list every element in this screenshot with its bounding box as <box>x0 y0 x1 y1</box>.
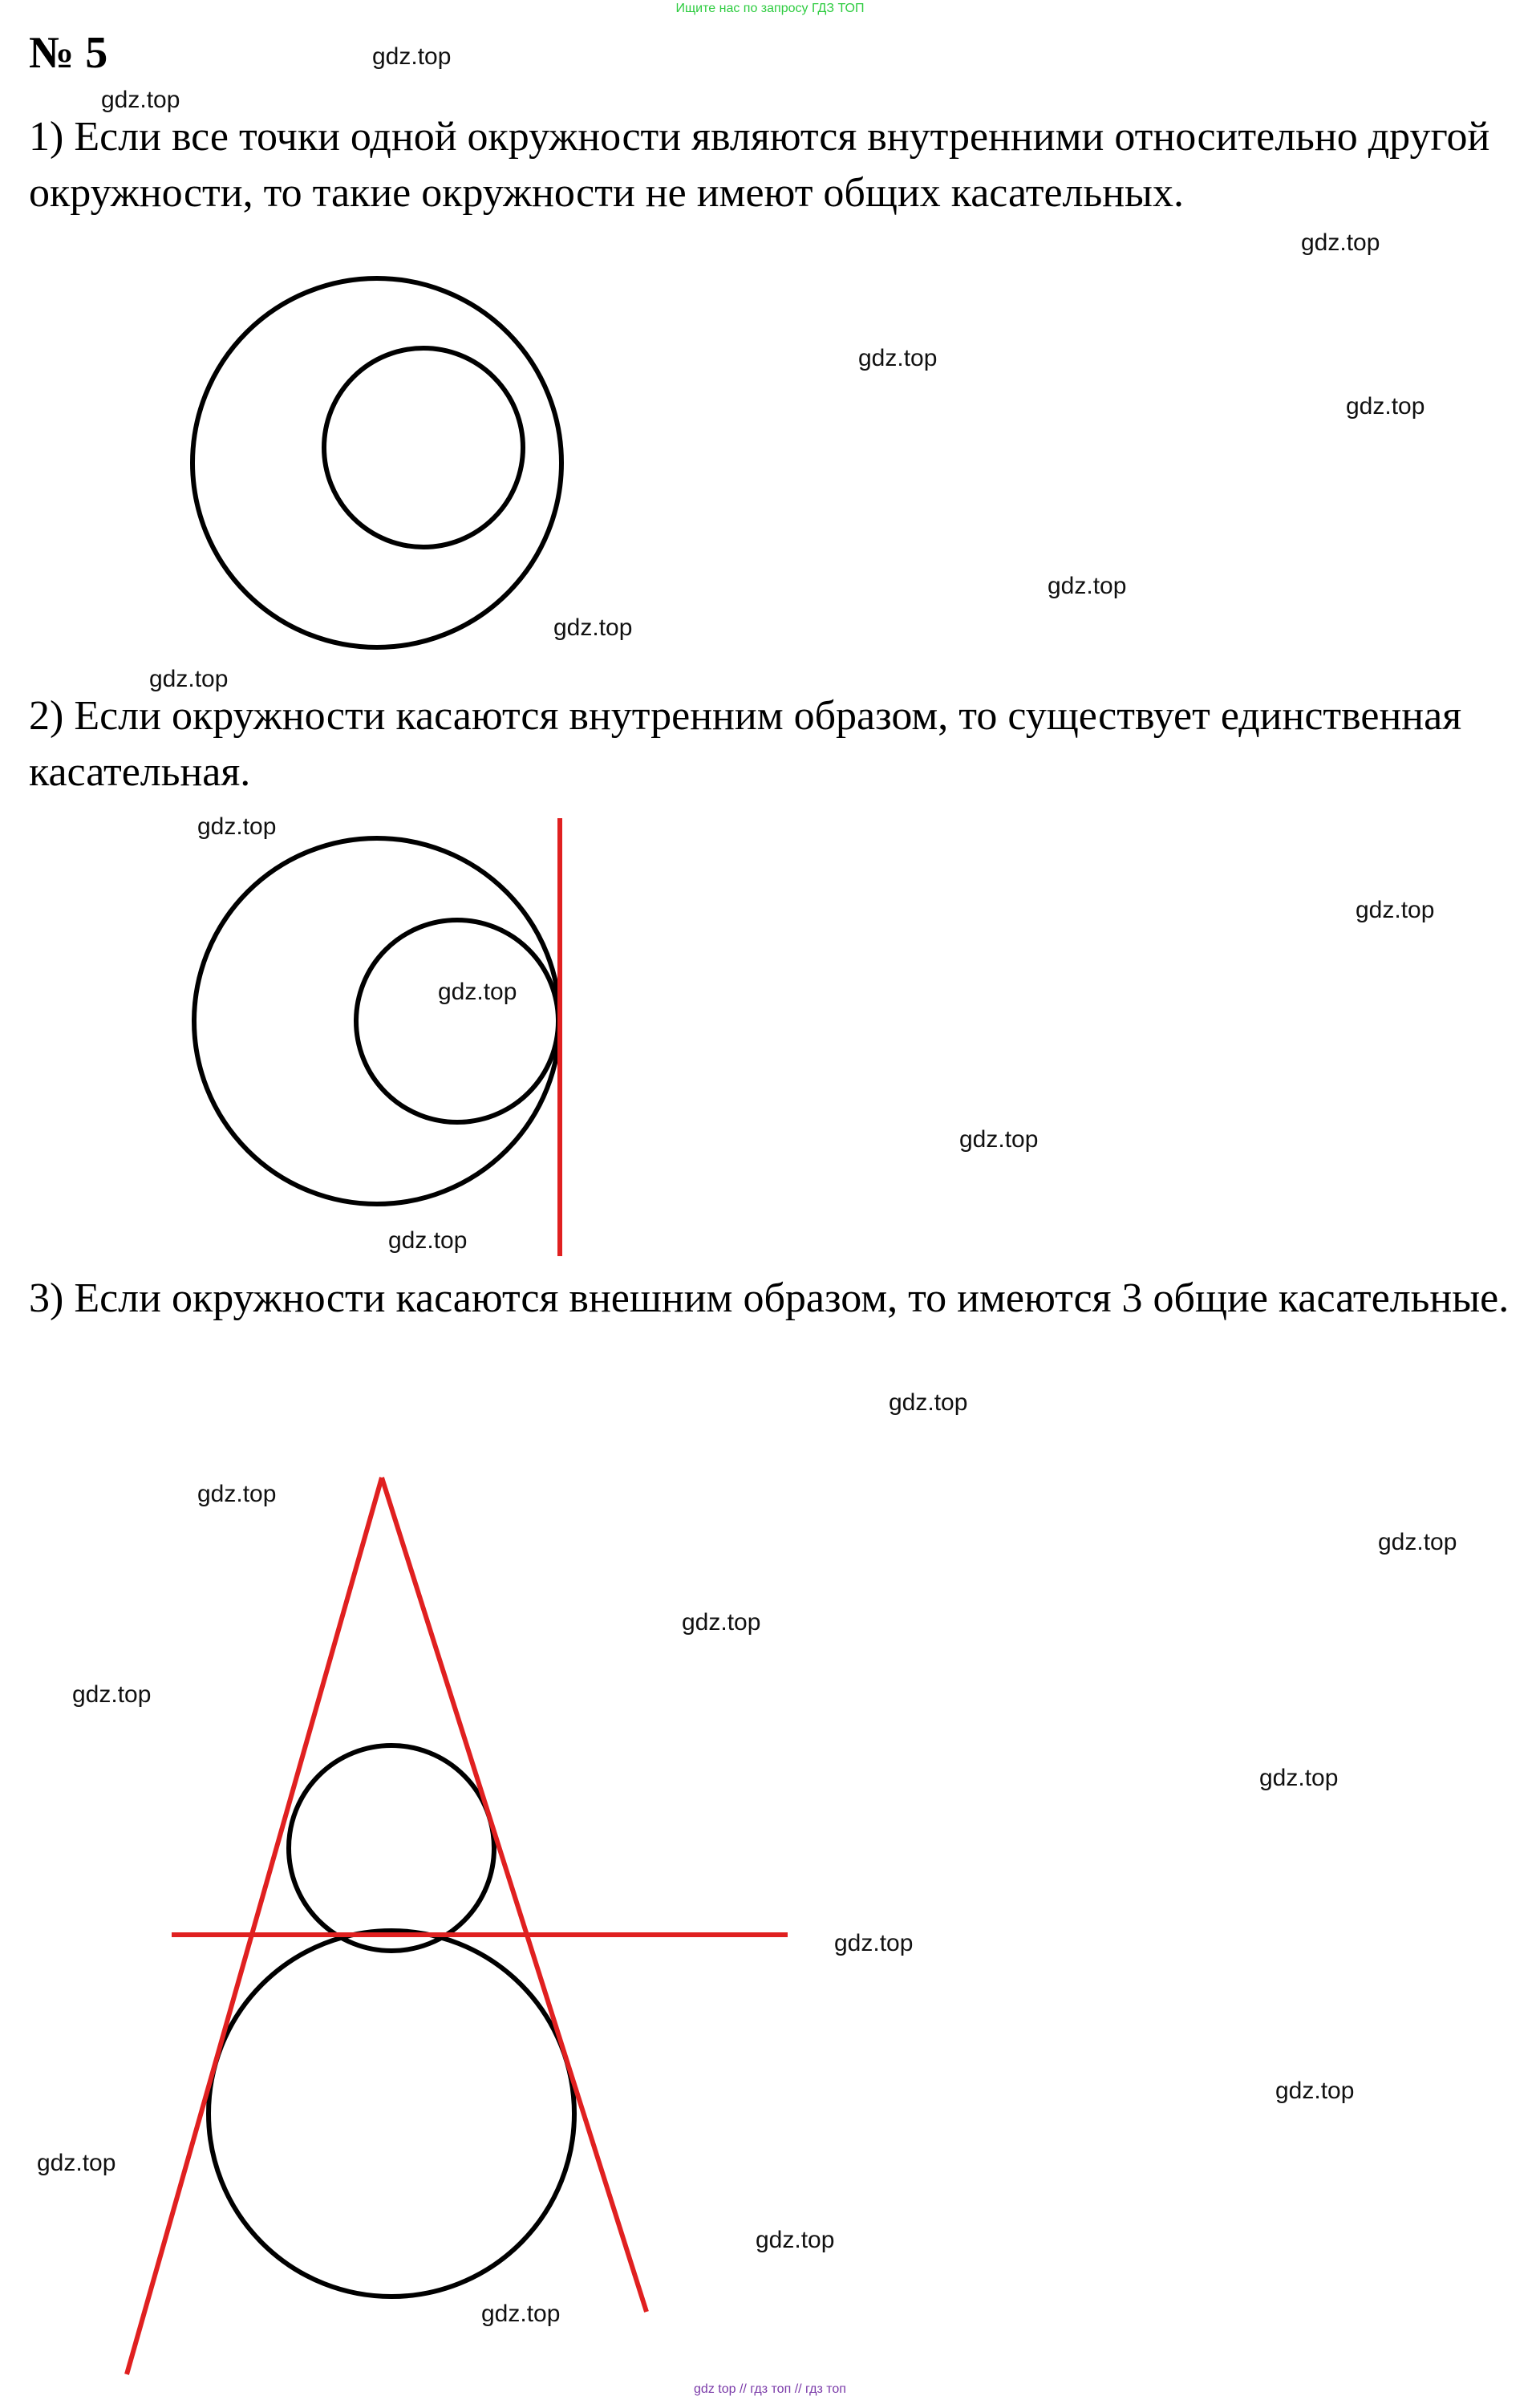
watermark: gdz.top <box>1259 1765 1339 1791</box>
watermark: gdz.top <box>834 1930 914 1956</box>
watermark: gdz.top <box>101 87 180 113</box>
inner-circle <box>356 920 558 1122</box>
inner-circle <box>324 348 523 547</box>
watermark: gdz.top <box>756 2227 835 2253</box>
figure-1-nested-circles <box>0 273 610 658</box>
watermark: gdz.top <box>1048 573 1127 599</box>
figure-2-internal-tangency <box>0 818 610 1267</box>
outer-circle <box>194 838 560 1204</box>
figure-3-external-tangency <box>0 1460 882 2390</box>
watermark: gdz.top <box>438 979 517 1005</box>
watermark: gdz.top <box>197 1481 277 1507</box>
watermark: gdz.top <box>1346 393 1425 420</box>
watermark: gdz.top <box>959 1126 1039 1153</box>
watermark: gdz.top <box>1378 1529 1457 1555</box>
watermark: gdz.top <box>197 813 277 840</box>
watermark: gdz.top <box>553 614 633 641</box>
watermark: gdz.top <box>682 1609 761 1636</box>
watermark: gdz.top <box>388 1227 468 1254</box>
section-1-text: 1) Если все точки одной окружности являются внутренними относительно другой окружности, то такие окружности не имеют общих касательных. <box>29 114 1490 216</box>
tangent-line-right <box>382 1478 646 2312</box>
watermark: gdz.top <box>372 43 452 70</box>
outer-circle <box>192 278 561 647</box>
tangent-line-left <box>127 1478 382 2374</box>
watermark: gdz.top <box>1301 229 1380 256</box>
watermark: gdz.top <box>149 666 229 692</box>
problem-number: № 5 <box>29 28 108 78</box>
watermark: gdz.top <box>37 2150 116 2176</box>
watermark: gdz.top <box>481 2301 561 2327</box>
top-banner: Ищите нас по запросу ГДЗ ТОП <box>675 2 865 15</box>
large-circle <box>209 1931 574 2297</box>
section-2-text: 2) Если окружности касаются внутренним образом, то существует единственная касательная. <box>29 693 1462 795</box>
watermark: gdz.top <box>889 1389 968 1416</box>
section-3-text: 3) Если окружности касаются внешним образом, то имеются 3 общие касательные. <box>29 1275 1510 1321</box>
watermark: gdz.top <box>1275 2078 1355 2104</box>
small-circle <box>289 1745 494 1951</box>
watermark: gdz.top <box>1356 897 1435 923</box>
watermark: gdz.top <box>72 1681 152 1708</box>
watermark: gdz.top <box>858 345 938 371</box>
bottom-banner: gdz top // гдз топ // гдз топ <box>694 2382 846 2396</box>
